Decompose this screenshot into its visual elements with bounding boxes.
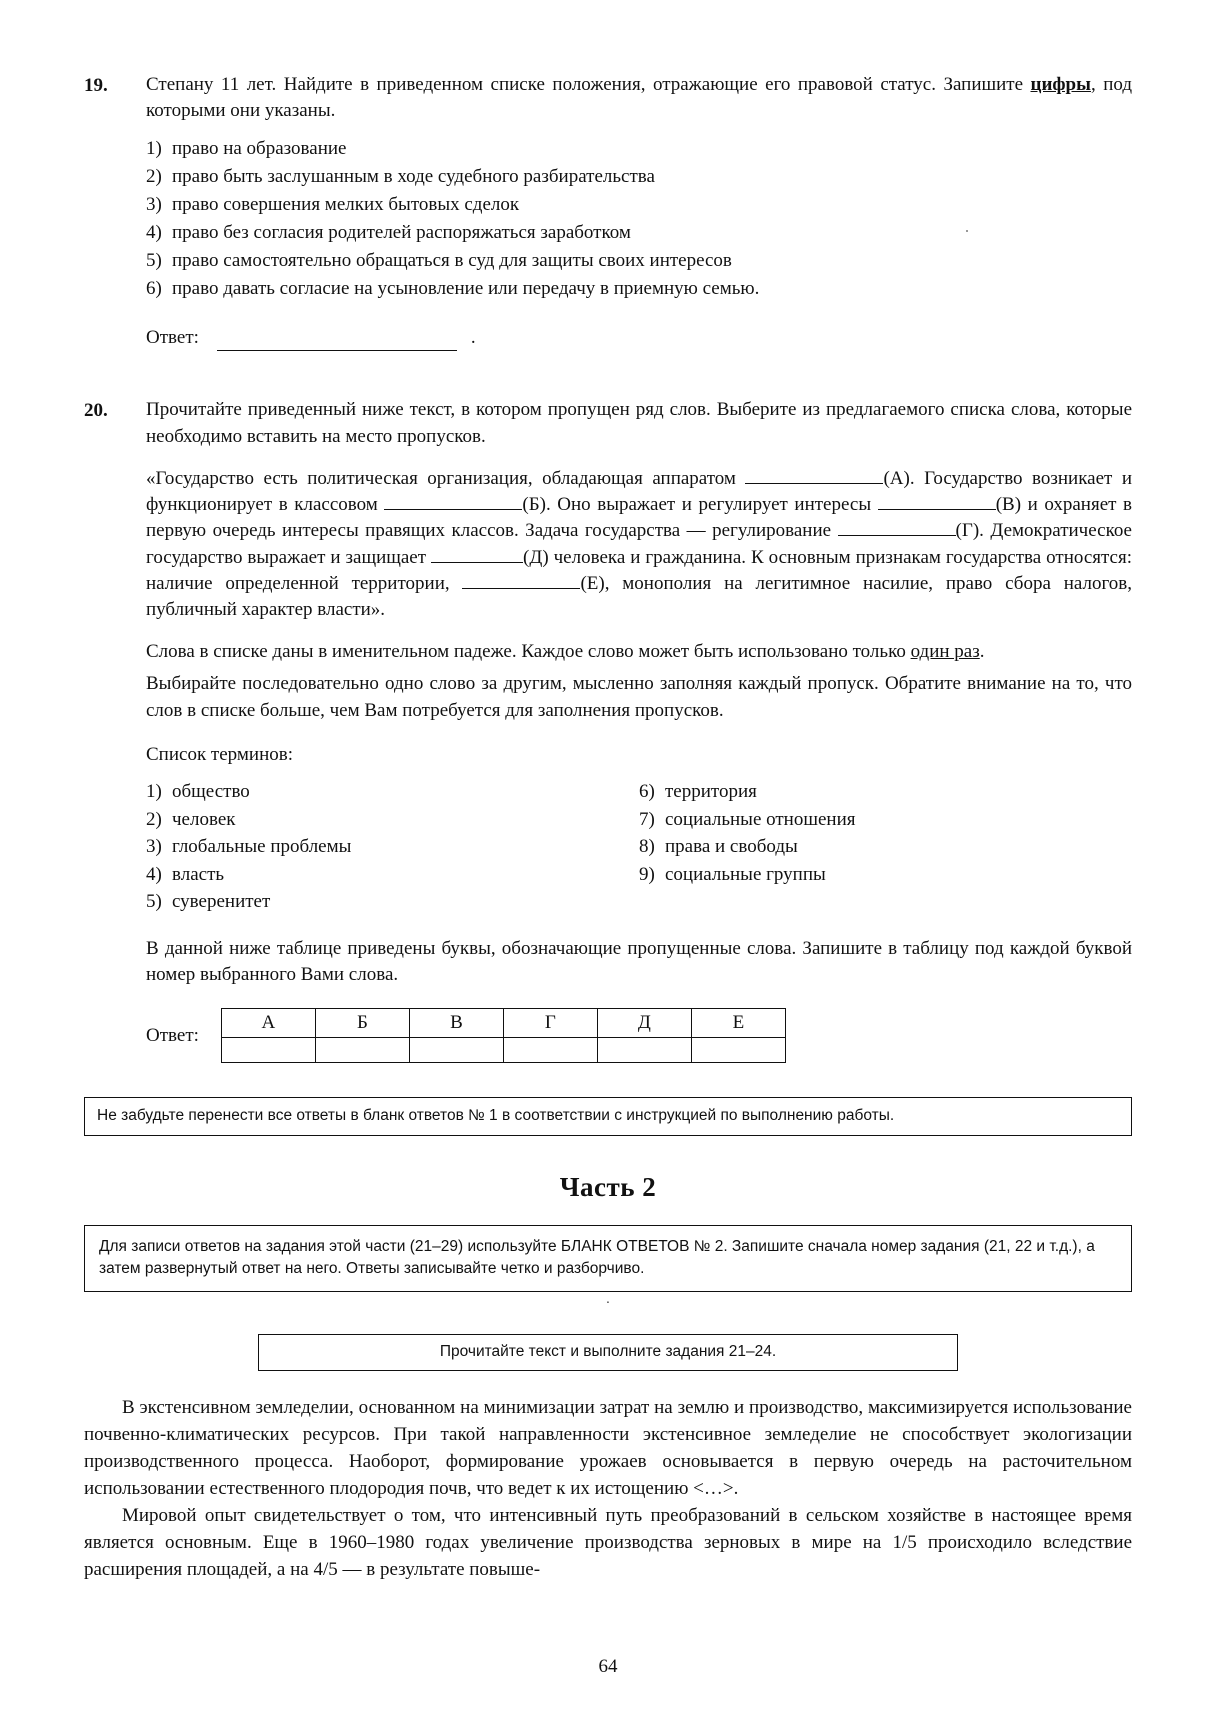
term-text: суверенитет [172,891,271,913]
task-20-table-instruction: В данной ниже таблице приведены буквы, обозначающие пропущенные слова. Запишите в таблицу под каждой буквой номер выбранного Вами слова. [146,937,1132,986]
option-number: 6) [146,278,162,300]
table-answer-cell[interactable] [221,1038,315,1063]
read-text-notice: Прочитайте текст и выполните задания 21–24. [258,1334,958,1371]
list-item [146,888,639,916]
task-20 [84,397,1132,1063]
terms-columns [146,778,1132,916]
term-text: социальные группы [665,863,826,885]
option-text: право самостоятельно обращаться в суд для защиты своих интересов [172,250,732,272]
list-item [146,136,1132,163]
answer-table [221,1008,786,1063]
answer-tail: . [470,327,476,349]
option-number: 5) [146,250,162,272]
quote-segment-2: (А). Государство возникает и функционирует в классовом [146,467,1132,516]
note-1-part1: Слова в списке даны в именительном падеже. Каждое слово может быть использовано только [146,641,911,663]
page-number: 64 [598,1656,618,1677]
option-number: 1) [146,138,162,160]
option-text: право на образование [172,138,347,160]
table-answer-cell[interactable] [597,1038,691,1063]
table-answer-cell[interactable] [315,1038,409,1063]
list-item [146,220,1132,247]
term-text: общество [172,781,250,803]
option-text: право без согласия родителей распоряжаться заработком [172,222,631,244]
answer-input[interactable] [217,335,457,351]
list-item [639,833,1132,861]
task-19-prompt [146,72,1132,124]
list-item [146,861,639,889]
term-text: человек [172,808,236,830]
task-20-quote [146,466,1132,623]
table-header-cell: А [221,1009,315,1038]
table-row [221,1009,785,1038]
list-item [146,276,1132,303]
option-text: право быть заслушанным в ходе судебного разбирательства [172,166,655,188]
term-number: 1) [146,781,162,803]
reading-text [84,1395,1132,1584]
gap-v[interactable] [878,495,996,510]
task-20-note-2: Выбирайте последовательно одно слово за другим, мысленно заполняя каждый пропуск. Обратите внимание на то, что слов в списке больше, чем Вам потребуется для заполнения пропусков. [146,673,1132,721]
list-item [146,164,1132,191]
part-2-instruction-notice: Для записи ответов на задания этой части (21–29) используйте БЛАНК ОТВЕТОВ № 2. Запишите сначала номер задания (21, 22 и т.д.), а затем развернутый ответ на него. Ответы записывайте четко и разборчиво. [84,1225,1132,1292]
term-number: 8) [639,836,655,858]
quote-segment-6: (Д) человека и гражданина. К основным признакам государства относятся: наличие определенной территории, [146,546,1133,594]
gap-b[interactable] [384,495,522,510]
quote-segment-3: (Б). Оно выражает и регулирует интересы [522,494,872,516]
task-20-body [146,397,1132,1063]
term-number: 2) [146,808,162,830]
part-2-title: Часть 2 [559,1172,657,1203]
list-item [639,861,1132,889]
table-header-cell: Д [597,1009,691,1038]
task-19-answer-row [146,325,1132,351]
list-item [639,806,1132,834]
transfer-answers-notice: Не забудьте перенести все ответы в бланк ответов № 1 в соответствии с инструкцией по выполнению работы. [84,1097,1132,1136]
task-20-answer-table-row [146,1008,1132,1063]
term-text: глобальные проблемы [172,836,352,858]
reading-paragraph-1: В экстенсивном земледелии, основанном на минимизации затрат на землю и производство, максимизируется использование почвенно-климатических ресурсов. При такой направленности экстенсивное земледелие не способствует экологизации производственного процесса. Наоборот, формирование урожаев основывается в первую очередь на расточительном использовании естественного плодородия почв, что ведет к их истощению <…>. [84,1397,1132,1500]
list-item [146,192,1132,219]
term-number: 4) [146,863,162,885]
dot-separator: · [605,1296,611,1312]
gap-d[interactable] [431,548,523,563]
option-number: 3) [146,194,162,216]
quote-segment-1: «Государство есть политическая организация, обладающая аппаратом [146,467,736,489]
table-header-cell: Г [503,1009,597,1038]
term-number: 3) [146,836,162,858]
quote-segment-7: (Е), монополия на легитимное насилие, право сбора налогов, публичный характер власти». [146,572,1132,620]
answer-label: Ответ: [146,327,199,349]
task-19-prompt-part1: Степану 11 лет. Найдите в приведенном списке положения, отражающие его правовой статус. Запишите [146,74,1031,95]
quote-segment-5: (Г). Демократическое государство выражает и защищает [146,520,1132,568]
table-answer-cell[interactable] [409,1038,503,1063]
table-header-cell: В [409,1009,503,1038]
table-header-cell: Е [691,1009,785,1038]
task-19-prompt-part2: , под которыми они указаны. [146,74,1132,122]
task-19-number: 19. [84,75,108,96]
table-row [221,1038,785,1063]
task-19-body [146,72,1132,351]
gap-e[interactable] [462,574,580,589]
list-item [146,248,1132,275]
task-20-note-1 [146,639,1132,665]
term-text: территория [665,781,757,803]
list-item [146,806,639,834]
option-number: 2) [146,166,162,188]
term-number: 5) [146,891,162,913]
table-answer-cell[interactable] [503,1038,597,1063]
terms-title: Список терминов: [146,743,293,765]
gap-g[interactable] [838,521,956,536]
option-text: право совершения мелких бытовых сделок [172,194,520,216]
option-text: право давать согласие на усыновление или передачу в приемную семью. [172,278,760,300]
task-20-prompt: Прочитайте приведенный ниже текст, в котором пропущен ряд слов. Выберите из предлагаемого списка слова, которые необходимо вставить на место пропусков. [146,399,1132,447]
list-item [639,778,1132,806]
note-1-part2: . [979,641,985,663]
option-number: 4) [146,222,162,244]
task-19 [84,72,1132,351]
task-20-number: 20. [84,400,108,422]
note-1-underline: один раз [910,641,980,663]
quote-segment-4: (В) и охраняет в первую очередь интересы правящих классов. Задача государства — регулирование [146,494,1133,542]
term-text: власть [172,863,225,885]
list-item [146,778,639,806]
term-number: 9) [639,863,655,885]
table-answer-cell[interactable] [691,1038,785,1063]
gap-a[interactable] [745,469,883,484]
answer-label: Ответ: [146,1024,199,1046]
term-text: социальные отношения [665,808,856,830]
task-19-prompt-bold: цифры [1030,74,1091,95]
scan-speck [966,230,968,232]
term-number: 6) [639,781,655,803]
term-text: права и свободы [665,836,798,858]
term-number: 7) [639,808,655,830]
table-header-cell: Б [315,1009,409,1038]
list-item [146,833,639,861]
terms-column-right [639,778,1132,916]
terms-column-left [146,778,639,916]
reading-paragraph-2: Мировой опыт свидетельствует о том, что интенсивный путь преобразований в сельском хозяйстве в настоящее время является основным. Еще в 1960–1980 годах увеличение производства зерновых в мире на 1/5 происходило вследствие расширения площадей, а на 4/5 — в результате повыше- [84,1505,1132,1581]
task-19-options [146,136,1132,303]
